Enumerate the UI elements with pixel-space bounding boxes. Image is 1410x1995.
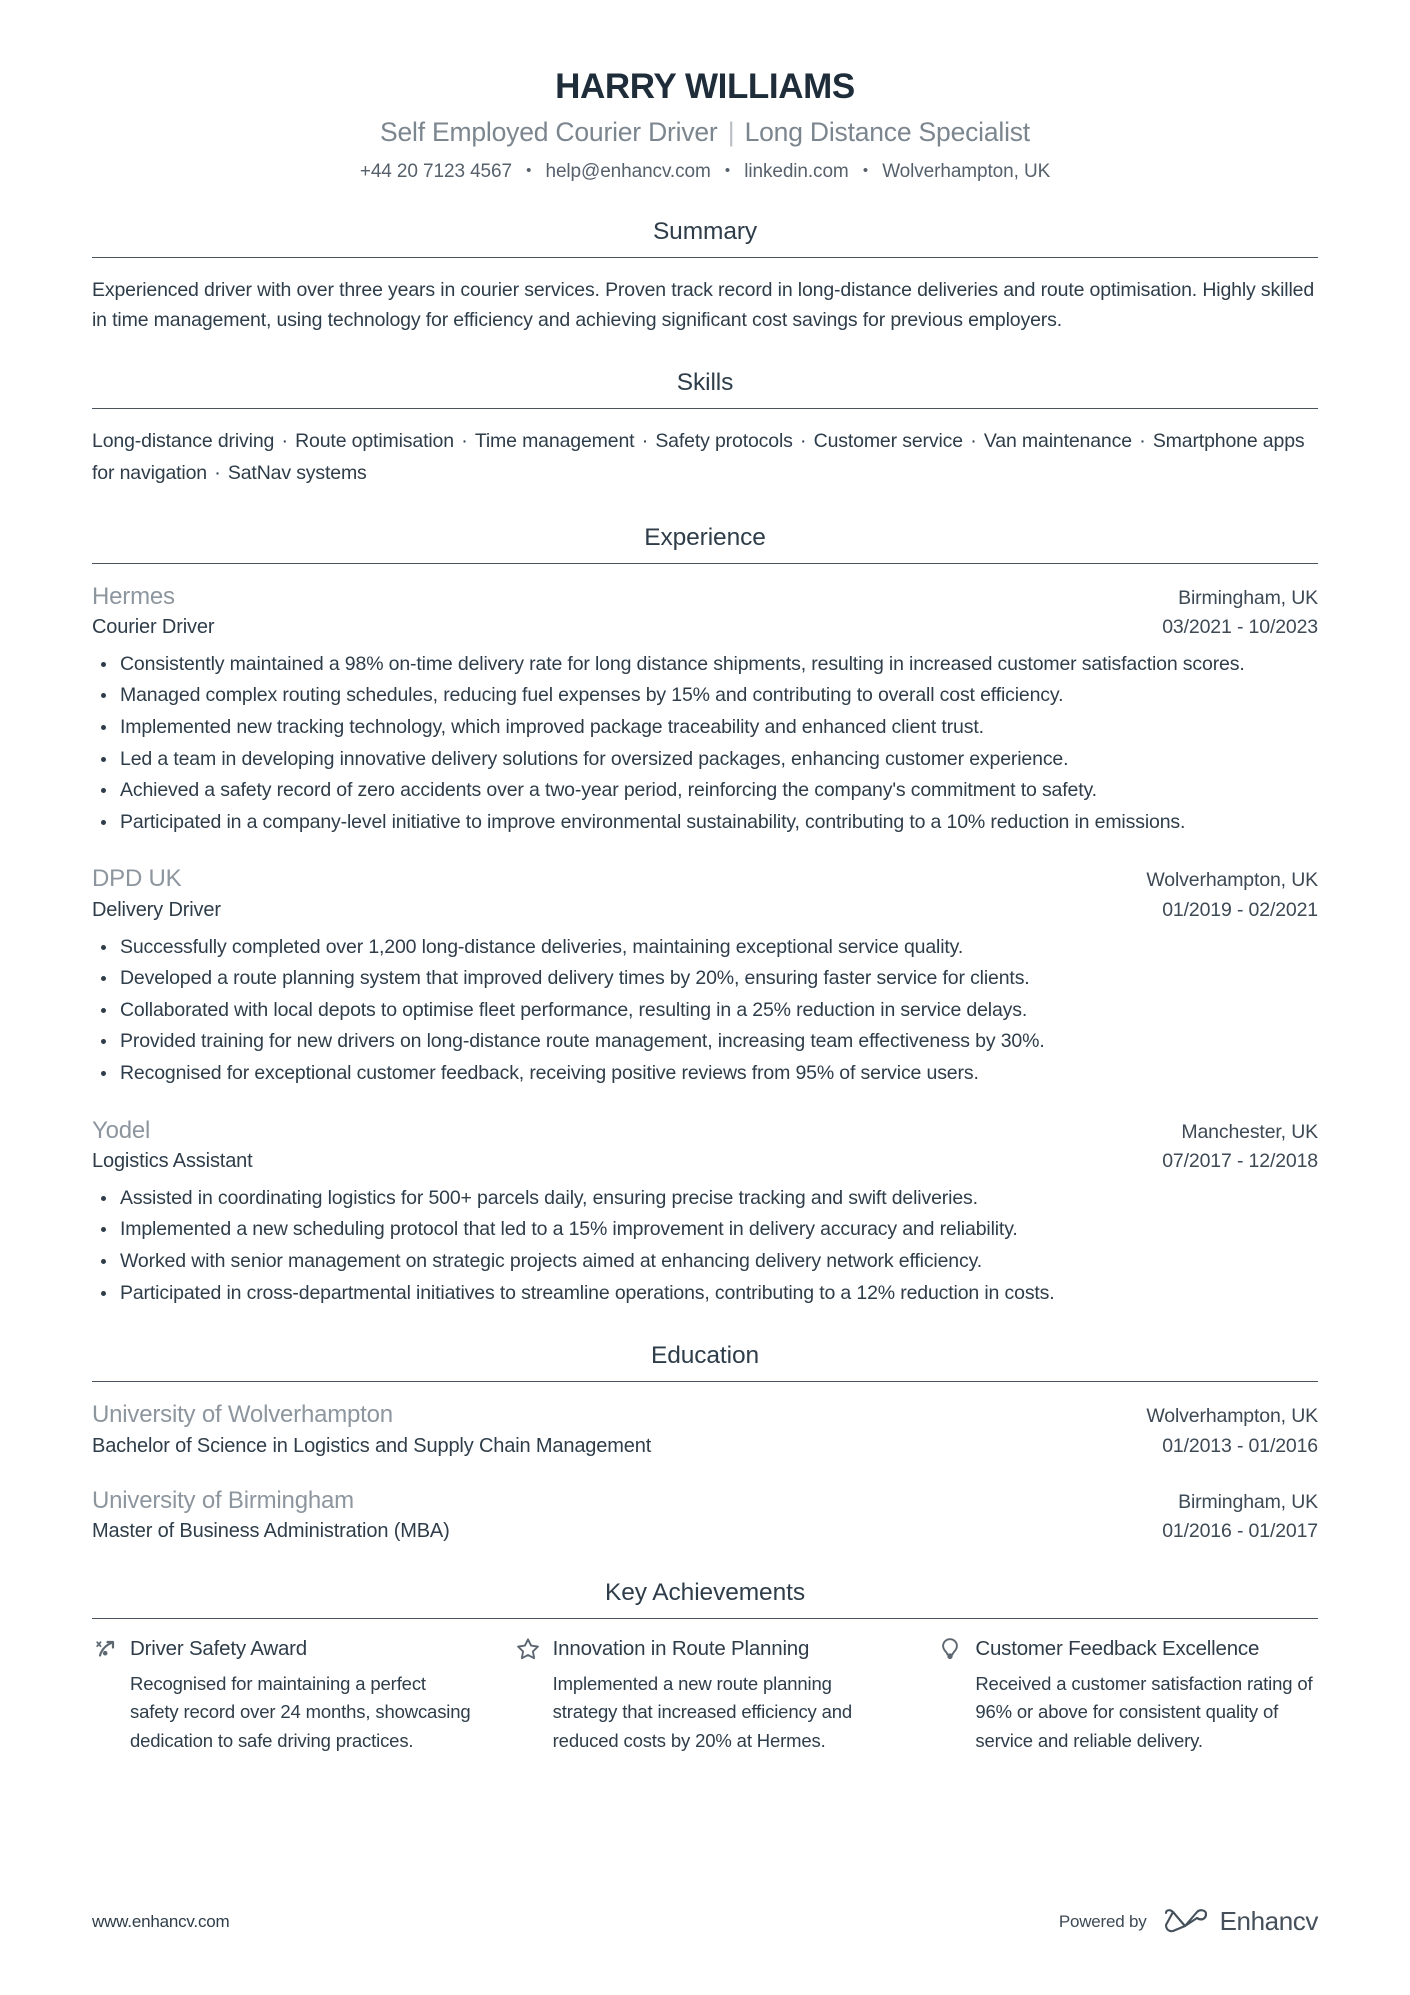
- experience-bullet: Worked with senior management on strategic projects aimed at enhancing delivery network efficiency.: [92, 1247, 1318, 1277]
- section-education: [92, 1342, 1318, 1544]
- experience-bullet: Assisted in coordinating logistics for 500+ parcels daily, ensuring precise tracking and swift deliveries.: [92, 1184, 1318, 1214]
- experience-bullet: Implemented a new scheduling protocol that led to a 15% improvement in delivery accuracy and reliability.: [92, 1215, 1318, 1245]
- experience-company: Yodel: [92, 1116, 151, 1144]
- experience-entry: [92, 581, 1318, 838]
- education-location: Wolverhampton, UK: [1146, 1405, 1318, 1428]
- achievement-description: Implemented a new route planning strategy that increased efficiency and reduced costs by 20% at Hermes.: [552, 1673, 853, 1751]
- experience-bullet: Developed a route planning system that improved delivery times by 20%, ensuring faster service for clients.: [92, 964, 1318, 994]
- education-entry: [92, 1485, 1318, 1545]
- contact-email[interactable]: help@enhancv.com: [545, 160, 711, 182]
- experience-bullet-list: [92, 933, 1318, 1089]
- experience-bullet: Participated in cross-departmental initiatives to streamline operations, contributing to a 12% reduction in costs.: [92, 1279, 1318, 1309]
- education-location: Birmingham, UK: [1178, 1490, 1318, 1513]
- page-title: HARRY WILLIAMS: [555, 67, 855, 106]
- section-heading-experience: Experience: [644, 523, 766, 551]
- achievement-card: [937, 1636, 1318, 1755]
- section-skills: [92, 369, 1318, 489]
- footer-brand: [1059, 1906, 1318, 1937]
- skill-separator-icon: ·: [1133, 430, 1151, 453]
- skill-item: Safety protocols: [655, 430, 793, 453]
- experience-bullet: Successfully completed over 1,200 long-distance deliveries, maintaining exceptional service quality.: [92, 933, 1318, 963]
- section-heading-achievements: Key Achievements: [605, 1578, 805, 1606]
- skill-item: Long-distance driving: [92, 430, 275, 453]
- skill-item: Route optimisation: [295, 430, 454, 453]
- achievement-description: Recognised for maintaining a perfect safety record over 24 months, showcasing dedication to safe driving practices.: [130, 1673, 471, 1751]
- section-key-achievements: [92, 1579, 1318, 1755]
- star-outline-icon: [515, 1636, 541, 1662]
- achievement-title: Innovation in Route Planning: [552, 1636, 810, 1660]
- skill-separator-icon: ·: [276, 430, 294, 453]
- experience-dates: 01/2019 - 02/2021: [1162, 898, 1318, 921]
- experience-location: Wolverhampton, UK: [1146, 869, 1318, 892]
- education-dates: 01/2013 - 01/2016: [1162, 1434, 1318, 1457]
- skills-list: [92, 426, 1318, 489]
- experience-company: Hermes: [92, 582, 175, 610]
- headline-divider: |: [727, 117, 735, 148]
- education-entry-subheader: [92, 1432, 1318, 1460]
- headline: [92, 116, 1318, 148]
- experience-job-title: Delivery Driver: [92, 898, 221, 921]
- experience-dates: 07/2017 - 12/2018: [1162, 1149, 1318, 1172]
- contact-location: Wolverhampton, UK: [882, 160, 1051, 182]
- section-summary: [92, 218, 1318, 335]
- experience-location: Birmingham, UK: [1178, 586, 1318, 609]
- achievement-card: [515, 1636, 938, 1755]
- experience-entry-subheader: [92, 613, 1318, 641]
- section-heading-skills: Skills: [676, 369, 734, 397]
- experience-entry-header: [92, 1115, 1318, 1147]
- achievements-grid: [92, 1619, 1318, 1755]
- achievement-header: [515, 1636, 896, 1663]
- contact-separator-icon: •: [862, 161, 868, 179]
- section-heading-summary: Summary: [652, 218, 758, 246]
- experience-entry-header: [92, 863, 1318, 895]
- education-institution: University of Wolverhampton: [92, 1401, 393, 1429]
- experience-bullet: Implemented new tracking technology, which improved package traceability and enhanced client trust.: [92, 713, 1318, 743]
- contact-line: [92, 160, 1318, 185]
- lightbulb-icon: [937, 1636, 963, 1662]
- skill-item: Smartphone apps for navigation: [92, 430, 1305, 484]
- experience-bullet-list: [92, 650, 1318, 838]
- headline-primary: Self Employed Courier Driver: [380, 117, 718, 148]
- experience-dates: 03/2021 - 10/2023: [1162, 615, 1318, 638]
- experience-entry-subheader: [92, 1147, 1318, 1175]
- enhancv-wordmark: Enhancv: [1219, 1906, 1318, 1936]
- skill-item: Time management: [474, 430, 635, 453]
- achievement-header: [92, 1636, 473, 1663]
- skill-item: Customer service: [813, 430, 963, 453]
- experience-bullet: Participated in a company-level initiative to improve environmental sustainability, contributing to a 10% reduction in emissions.: [92, 808, 1318, 838]
- education-entry: [92, 1399, 1318, 1459]
- experience-bullet: Led a team in developing innovative delivery solutions for oversized packages, enhancing customer experience.: [92, 745, 1318, 775]
- achievement-title: Customer Feedback Excellence: [975, 1636, 1260, 1660]
- experience-entry-header: [92, 581, 1318, 613]
- section-experience: [92, 524, 1318, 1309]
- education-entry-header: [92, 1399, 1318, 1431]
- education-entry-header: [92, 1485, 1318, 1517]
- education-dates: 01/2016 - 01/2017: [1162, 1519, 1318, 1542]
- skill-separator-icon: ·: [636, 430, 654, 453]
- education-degree: Master of Business Administration (MBA): [92, 1519, 450, 1542]
- powered-by-label: Powered by: [1058, 1911, 1147, 1931]
- achievement-description: Received a customer satisfaction rating of 96% or above for consistent quality of service and reliable delivery.: [975, 1673, 1313, 1751]
- experience-bullet-list: [92, 1184, 1318, 1309]
- summary-text: Experienced driver with over three years in courier services. Proven track record in long-distance deliveries and route optimisation. Highly skilled in time management, using technology for efficiency and achieving significant cost savings for previous employers.: [92, 279, 1315, 332]
- education-degree: Bachelor of Science in Logistics and Supply Chain Management: [92, 1434, 652, 1457]
- education-entries: [92, 1382, 1318, 1544]
- contact-separator-icon: •: [526, 161, 532, 179]
- skill-separator-icon: ·: [964, 430, 982, 453]
- experience-job-title: Courier Driver: [92, 615, 215, 638]
- shooting-star-icon: [92, 1636, 118, 1662]
- enhancv-mark-icon: [1163, 1907, 1209, 1937]
- enhancv-logo: [1163, 1906, 1318, 1937]
- experience-entry: [92, 863, 1318, 1088]
- experience-bullet: Managed complex routing schedules, reducing fuel expenses by 15% and contributing to overall cost efficiency.: [92, 681, 1318, 711]
- experience-job-title: Logistics Assistant: [92, 1149, 253, 1172]
- experience-bullet: Recognised for exceptional customer feedback, receiving positive reviews from 95% of service users.: [92, 1059, 1318, 1089]
- skill-item: Van maintenance: [983, 430, 1132, 453]
- contact-linkedin[interactable]: linkedin.com: [744, 160, 849, 182]
- experience-company: DPD UK: [92, 865, 182, 893]
- experience-entry: [92, 1115, 1318, 1309]
- achievement-header: [937, 1636, 1318, 1663]
- achievement-title: Driver Safety Award: [130, 1636, 307, 1660]
- achievement-card: [92, 1636, 515, 1755]
- education-entry-subheader: [92, 1517, 1318, 1545]
- page-footer: [92, 1906, 1318, 1937]
- skill-item: SatNav systems: [227, 461, 367, 484]
- footer-website-link[interactable]: www.enhancv.com: [92, 1911, 230, 1931]
- skill-separator-icon: ·: [794, 430, 812, 453]
- resume-header: [92, 52, 1318, 184]
- section-heading-education: Education: [650, 1342, 760, 1370]
- experience-bullet: Collaborated with local depots to optimise fleet performance, resulting in a 25% reduction in service delays.: [92, 996, 1318, 1026]
- experience-bullet: Achieved a safety record of zero accidents over a two-year period, reinforcing the company's commitment to safety.: [92, 776, 1318, 806]
- contact-separator-icon: •: [724, 161, 731, 179]
- skill-separator-icon: ·: [208, 461, 226, 484]
- experience-location: Manchester, UK: [1181, 1120, 1318, 1143]
- education-institution: University of Birmingham: [92, 1486, 354, 1514]
- skill-separator-icon: ·: [455, 430, 473, 453]
- experience-entry-subheader: [92, 896, 1318, 924]
- headline-secondary: Long Distance Specialist: [744, 117, 1030, 148]
- experience-bullet: Provided training for new drivers on long-distance route management, increasing team effectiveness by 30%.: [92, 1027, 1318, 1057]
- experience-entries: [92, 564, 1318, 1309]
- contact-phone: +44 20 7123 4567: [359, 160, 512, 182]
- experience-bullet: Consistently maintained a 98% on-time delivery rate for long distance shipments, resulting in increased customer satisfaction scores.: [92, 650, 1318, 680]
